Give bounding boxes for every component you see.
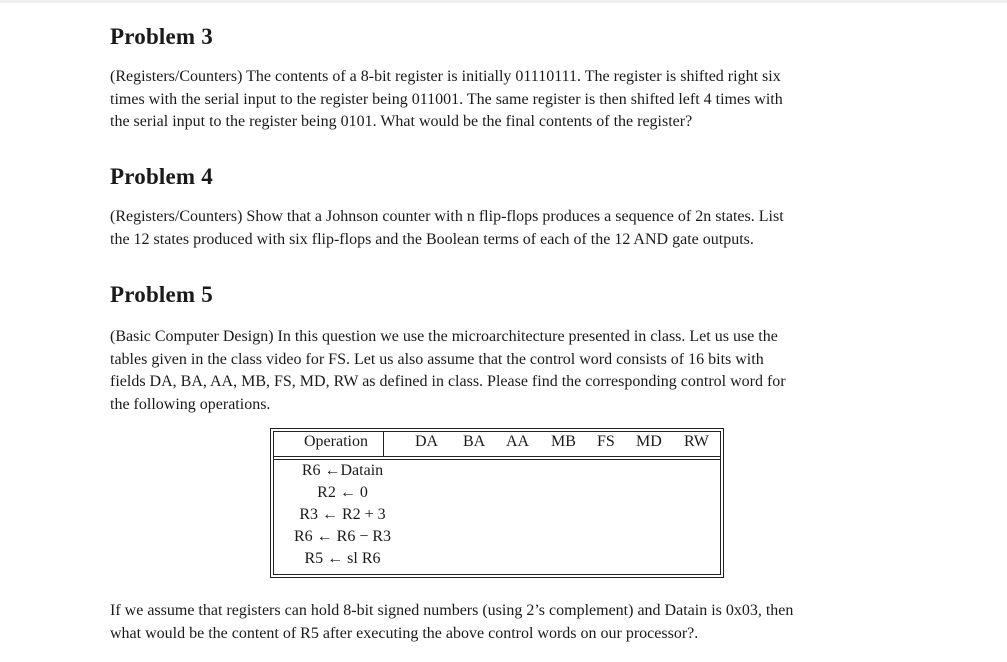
header-separator	[273, 456, 721, 457]
page-top-border	[0, 0, 1007, 3]
problem-3-line: the serial input to the register being 0101. What would be the final contents of the register?	[110, 113, 693, 130]
problem-4-text	[110, 206, 900, 251]
problem-4-line: (Registers/Counters) Show that a Johnson counter with n flip-flops produces a sequence of 2n states. List	[110, 208, 784, 225]
operation-row: R2 ← 0	[317, 484, 368, 501]
table-border	[273, 431, 721, 432]
header-ba: BA	[463, 433, 486, 450]
header-md: MD	[636, 433, 662, 450]
problem-4-heading: Problem 4	[110, 164, 213, 189]
column-separator	[383, 431, 384, 457]
followup-line: If we assume that registers can hold 8-bit signed numbers (using 2’s complement) and Datain is 0x03, then	[110, 602, 794, 619]
table-border	[273, 574, 721, 575]
problem-5-line: the following operations.	[110, 395, 271, 413]
table-border	[270, 577, 724, 578]
header-separator	[273, 459, 721, 460]
problem-5-line: tables given in the class video for FS. Let us also assume that the control word consists of 16 bits with	[110, 350, 764, 368]
operation-row: R5 ← sl R6	[304, 550, 381, 567]
header-rw: RW	[684, 433, 709, 450]
control-word-table	[270, 428, 724, 578]
problem-5-heading: Problem 5	[110, 282, 213, 307]
problem-4-line: the 12 states produced with six flip-flops and the Boolean terms of each of the 12 AND gate outputs.	[110, 230, 754, 248]
header-mb: MB	[551, 433, 576, 450]
table-border	[723, 428, 724, 578]
problem-5-line: (Basic Computer Design) In this question we use the microarchitecture presented in class. Let us use the	[110, 328, 778, 345]
problem-3-heading: Problem 3	[110, 24, 213, 49]
table-border	[720, 431, 721, 575]
problem-5-line: fields DA, BA, AA, MB, FS, MD, RW as defined in class. Please find the corresponding control word for	[110, 373, 786, 390]
problem-5-text	[110, 326, 900, 416]
operation-row: R3 ← R2 + 3	[299, 506, 386, 523]
followup-line: what would be the content of R5 after executing the above control words on our processor?.	[110, 624, 699, 642]
header-fs: FS	[597, 433, 615, 450]
problem-3-line: (Registers/Counters) The contents of a 8-bit register is initially 01110111. The register is shifted right six	[110, 68, 781, 85]
operation-row: R6 ←Datain	[301, 462, 384, 479]
table-border	[270, 428, 724, 429]
problem-3-text	[110, 66, 900, 134]
header-operation: Operation	[304, 433, 368, 450]
operation-row: R6 ← R6 − R3	[293, 528, 392, 545]
problem-3-line: times with the serial input to the register being 011001. The same register is then shifted left 4 times with	[110, 90, 783, 108]
header-da: DA	[415, 433, 439, 450]
problem-5-followup	[110, 600, 900, 645]
header-aa: AA	[506, 433, 530, 450]
